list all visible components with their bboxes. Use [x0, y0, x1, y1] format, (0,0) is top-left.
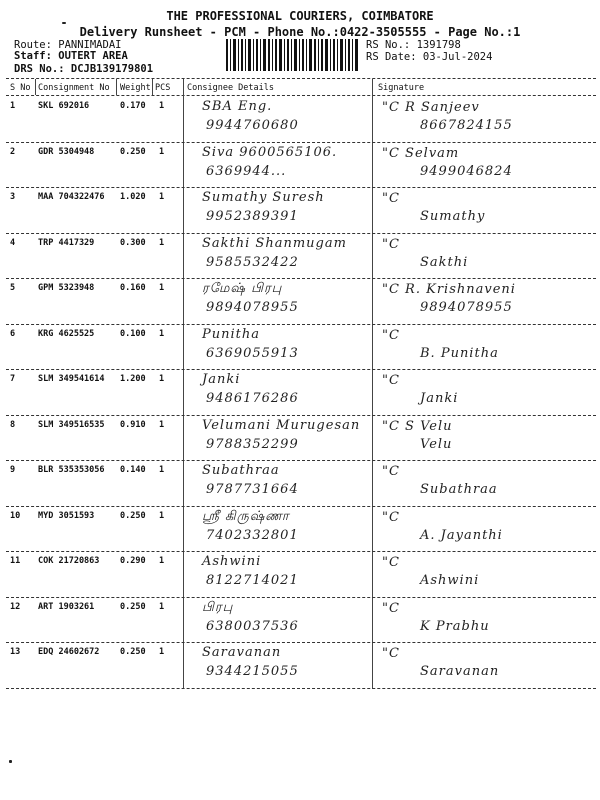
row-pcs: 1	[159, 146, 165, 157]
consignee-name: SBA Eng.	[202, 99, 273, 114]
signature-line2: B. Punitha	[420, 345, 499, 361]
consignee-name: Punitha	[202, 326, 260, 342]
row-consignment-no: TRP 4417329	[38, 237, 95, 248]
consignee-phone: 9585532422	[206, 254, 299, 270]
signature-line2: Ashwini	[420, 573, 480, 588]
consignee-name: ரமேஷ் பிரபு	[202, 281, 283, 296]
row-pcs: 1	[159, 192, 165, 202]
row-weight: 0.100	[120, 328, 146, 339]
consignee-name: Sumathy Suresh	[202, 190, 325, 205]
col-divider	[183, 79, 184, 689]
row-separator	[6, 187, 596, 188]
row-weight: 0.250	[120, 510, 146, 521]
row-separator	[6, 551, 596, 552]
signature-line2: 9894078955	[420, 300, 513, 315]
consignee-name: Saravanan	[202, 645, 282, 660]
row-sno: 6	[10, 328, 16, 339]
row-sno: 12	[10, 601, 21, 612]
row-separator	[6, 688, 596, 689]
col-divider	[116, 79, 117, 95]
consignee-phone: 9894078955	[206, 300, 299, 315]
row-sno: 4	[10, 237, 16, 248]
signature-line2: Sumathy	[420, 209, 486, 224]
barcode	[226, 39, 360, 71]
row-consignment-no: MAA 704322476	[38, 192, 105, 202]
signature-line1: "C R Sanjeev	[382, 100, 480, 115]
row-consignment-no: BLR 535353056	[38, 465, 105, 475]
row-consignment-no: SLM 349516535	[38, 419, 105, 430]
signature-line1: "C	[382, 509, 400, 525]
row-sno: 10	[10, 510, 21, 521]
row-separator	[6, 369, 596, 370]
row-pcs: 1	[159, 283, 165, 293]
rs-number: RS No.: 1391798	[366, 39, 461, 51]
signature-line1: "C	[382, 600, 400, 616]
consignee-phone: 9486176286	[206, 391, 299, 406]
row-sno: 1	[10, 101, 16, 111]
row-consignment-no: COK 21720863	[38, 556, 100, 566]
consignee-phone: 9787731664	[206, 482, 299, 497]
row-sno: 2	[10, 146, 16, 157]
signature-line2: Janki	[420, 391, 459, 406]
row-sno: 3	[10, 192, 16, 202]
consignee-phone: 8122714021	[206, 573, 299, 588]
row-weight: 0.250	[120, 601, 146, 612]
consignee-phone: 9344215055	[206, 664, 299, 679]
signature-line2: A. Jayanthi	[420, 527, 503, 543]
row-consignment-no: ART 1903261	[38, 601, 95, 612]
signature-line1: "C	[382, 646, 400, 661]
table-top-rule	[6, 78, 596, 79]
consignee-name: Velumani Murugesan	[202, 417, 361, 433]
row-pcs: 1	[159, 328, 165, 339]
col-divider	[152, 79, 153, 95]
row-sno: 9	[10, 465, 16, 475]
consignee-name: Siva 9600565106.	[202, 144, 338, 160]
signature-line2: Subathraa	[420, 482, 498, 497]
row-pcs: 1	[159, 465, 165, 475]
signature-line1: "C	[382, 327, 400, 343]
row-consignment-no: KRG 4625525	[38, 328, 95, 339]
col-sno: S No	[10, 83, 31, 93]
col-consignee: Consignee Details	[187, 83, 274, 93]
row-separator	[6, 233, 596, 234]
consignee-name: Subathraa	[202, 463, 280, 478]
signature-line2: K Prabhu	[420, 618, 490, 634]
signature-line2: Saravanan	[420, 664, 500, 679]
consignee-phone: 7402332801	[206, 527, 299, 543]
row-pcs: 1	[159, 510, 165, 521]
row-separator	[6, 278, 596, 279]
consignee-phone: 6369055913	[206, 345, 299, 361]
row-pcs: 1	[159, 237, 165, 248]
runsheet-subtitle: Delivery Runsheet - PCM - Phone No.:0422-3505555 - Page No.:1	[79, 25, 521, 39]
row-pcs: 1	[159, 419, 165, 430]
consignee-name: Ashwini	[202, 554, 262, 569]
row-pcs: 1	[159, 556, 165, 566]
row-consignment-no: SKL 692016	[38, 101, 90, 111]
col-weight: Weight	[120, 83, 151, 93]
row-weight: 1.020	[120, 192, 146, 202]
consignee-name: Janki	[202, 372, 241, 387]
signature-line1: "C S Velu	[382, 418, 453, 434]
col-consignment: Consignment No	[38, 83, 110, 93]
signature-line2: 9499046824	[420, 163, 513, 179]
row-weight: 0.250	[120, 146, 146, 157]
signature-line1: "C	[382, 373, 400, 388]
row-weight: 0.160	[120, 283, 146, 293]
row-separator	[6, 324, 596, 325]
row-weight: 0.170	[120, 101, 146, 111]
row-consignment-no: GDR 5304948	[38, 146, 95, 157]
row-separator	[6, 142, 596, 143]
col-divider	[35, 79, 36, 95]
row-sno: 7	[10, 374, 16, 384]
row-separator	[6, 506, 596, 507]
row-sno: 11	[10, 556, 21, 566]
consignee-phone: 9944760680	[206, 118, 299, 133]
consignee-phone: 6369944...	[206, 163, 287, 179]
signature-line1: "C	[382, 555, 400, 570]
row-separator	[6, 460, 596, 461]
signature-line1: "C	[382, 464, 400, 479]
rs-date: RS Date: 03-Jul-2024	[366, 51, 493, 63]
row-weight: 0.250	[120, 647, 146, 657]
consignee-name: Sakthi Shanmugam	[202, 235, 347, 251]
row-sno: 8	[10, 419, 16, 430]
col-pcs: PCS	[155, 83, 171, 93]
col-signature: Signature	[378, 83, 425, 93]
signature-line1: "C R. Krishnaveni	[382, 282, 516, 297]
signature-line1: "C	[382, 191, 400, 206]
row-sno: 13	[10, 647, 21, 657]
signature-line1: "C	[382, 236, 400, 252]
row-consignment-no: EDQ 24602672	[38, 647, 100, 657]
consignee-name: ஸ்ரீ கிருஷ்ணா	[202, 508, 290, 524]
row-pcs: 1	[159, 101, 165, 111]
signature-line2: 8667824155	[420, 118, 513, 133]
company-title: THE PROFESSIONAL COURIERS, COIMBATORE	[166, 9, 434, 23]
row-consignment-no: SLM 349541614	[38, 374, 105, 384]
col-divider	[372, 79, 373, 689]
signature-line2: Velu	[420, 436, 453, 452]
row-consignment-no: GPM 5323948	[38, 283, 95, 293]
row-weight: 0.300	[120, 237, 146, 248]
signature-line1: "C Selvam	[382, 145, 460, 161]
consignee-phone: 9788352299	[206, 436, 299, 452]
header-bottom-rule	[6, 95, 596, 96]
signature-line2: Sakthi	[420, 254, 469, 270]
consignee-phone: 6380037536	[206, 618, 299, 634]
consignee-phone: 9952389391	[206, 209, 299, 224]
row-weight: 0.910	[120, 419, 146, 430]
row-consignment-no: MYD 3051593	[38, 510, 95, 521]
row-pcs: 1	[159, 647, 165, 657]
row-sno: 5	[10, 283, 16, 293]
row-separator	[6, 642, 596, 643]
consignee-name: பிரபு	[202, 599, 234, 615]
row-weight: 0.290	[120, 556, 146, 566]
ink-mark	[9, 760, 12, 763]
row-weight: 0.140	[120, 465, 146, 475]
row-pcs: 1	[159, 374, 165, 384]
row-separator	[6, 415, 596, 416]
row-pcs: 1	[159, 601, 165, 612]
route-label: Route: PANNIMADAI	[14, 39, 122, 51]
row-weight: 1.200	[120, 374, 146, 384]
drs-number: DRS No.: DCJB139179801	[14, 63, 154, 75]
staff-label: Staff: OUTERT AREA	[14, 50, 128, 62]
row-separator	[6, 597, 596, 598]
